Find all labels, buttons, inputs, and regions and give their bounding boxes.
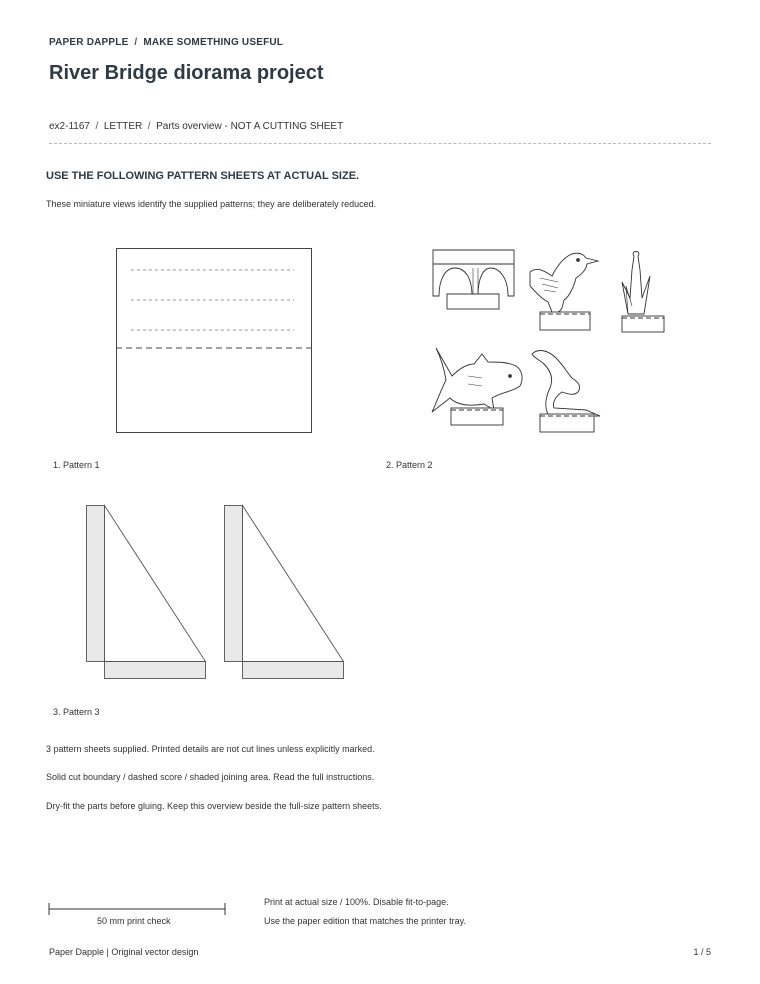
bracket-piece-left: [87, 506, 206, 679]
section-heading: USE THE FOLLOWING PATTERN SHEETS AT ACTUAL SIZE.: [46, 170, 360, 182]
note-sheets-supplied: 3 pattern sheets supplied. Printed details are not cut lines unless explicitly marked.: [46, 744, 375, 754]
brand-name: PAPER DAPPLE: [49, 37, 129, 48]
breadcrumb-separator: /: [131, 37, 141, 48]
pattern-3-thumbnail: [86, 505, 348, 681]
page-title: River Bridge diorama project: [49, 62, 324, 84]
pattern-1-thumbnail: [116, 248, 312, 434]
pattern-2-thumbnail: [428, 246, 678, 436]
meta-separator: /: [92, 121, 102, 132]
meta-paper: LETTER: [103, 121, 143, 132]
scale-bar-label: 50 mm print check: [97, 916, 171, 926]
pattern-3-caption: 3. Pattern 3: [53, 707, 100, 717]
brand-breadcrumb: [49, 37, 283, 48]
print-instruction: Print at actual size / 100%. Disable fit-to-page.: [264, 897, 449, 907]
otter-piece: [532, 351, 600, 432]
note-line-legend: Solid cut boundary / dashed score / shaded joining area. Read the full instructions.: [46, 772, 375, 782]
document-meta: [49, 121, 343, 132]
note-dry-fit: Dry-fit the parts before gluing. Keep this overview beside the full-size pattern sheets.: [46, 801, 382, 811]
duck-piece: [530, 253, 598, 330]
fish-piece: [432, 348, 522, 425]
pattern-1-caption: 1. Pattern 1: [53, 460, 100, 470]
scale-bar: [48, 902, 228, 916]
bracket-piece-right: [225, 506, 344, 679]
brand-tagline: MAKE SOMETHING USEFUL: [143, 37, 284, 48]
meta-code: ex2-1167: [49, 121, 90, 132]
paper-instruction: Use the paper edition that matches the printer tray.: [264, 916, 466, 926]
page-number: 1 / 5: [693, 947, 711, 957]
reeds-piece: [622, 251, 664, 332]
footer-credit: Paper Dapple | Original vector design: [49, 947, 199, 957]
header-divider: [49, 143, 711, 144]
bridge-piece: [433, 250, 514, 309]
intro-text: These miniature views identify the supplied patterns; they are deliberately reduced.: [46, 199, 377, 209]
pattern-2-caption: 2. Pattern 2: [386, 460, 433, 470]
meta-description: Parts overview - NOT A CUTTING SHEET: [156, 121, 344, 132]
meta-separator: /: [145, 121, 154, 132]
